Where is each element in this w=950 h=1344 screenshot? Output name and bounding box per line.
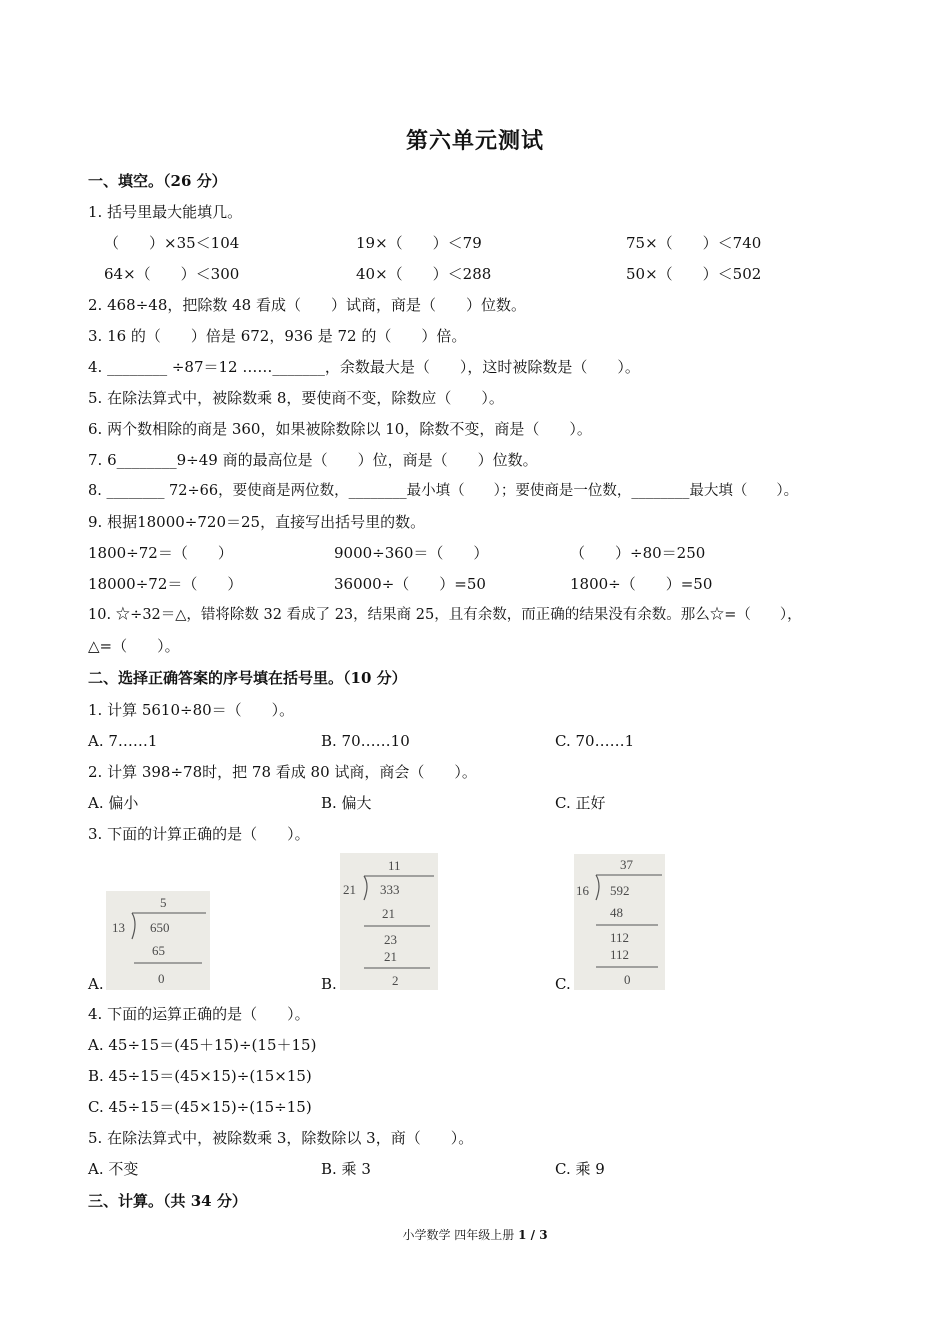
option-a: A. 7……1 xyxy=(88,732,158,750)
option-c: C. xyxy=(555,975,571,993)
quotient: 37 xyxy=(620,857,633,872)
option-b: B. 乘 3 xyxy=(321,1160,371,1178)
fill-item: 19×（ ）＜79 xyxy=(356,234,482,252)
long-division-image-a xyxy=(106,891,210,990)
question-1-4: 4. ________ ÷87＝12 ……_______，余数最大是（ ），这时被除数是（ ）。 xyxy=(88,358,640,376)
page-footer xyxy=(0,1226,950,1243)
partial-remainder: 112 xyxy=(610,930,630,945)
question-1-10: 10. ☆÷32＝△，错将除数 32 看成了 23，结果商 25，且有余数，而正确的结果没有余数。那么☆=（ ）， xyxy=(88,607,802,623)
fill-item: 64×（ ）＜300 xyxy=(104,265,240,283)
partial-product: 112 xyxy=(610,947,630,962)
question-2-1: 1. 计算 5610÷80＝（ ）。 xyxy=(88,701,295,719)
option-b: B. 偏大 xyxy=(321,794,372,812)
dividend: 650 xyxy=(150,920,170,935)
footer-subject: 小学数学 四年级上册 xyxy=(402,1228,515,1242)
question-2-3: 3. 下面的计算正确的是（ ）。 xyxy=(88,825,310,843)
question-1-1: 1. 括号里最大能填几。 xyxy=(88,203,243,221)
option-c: C. 乘 9 xyxy=(555,1160,605,1178)
dividend: 333 xyxy=(380,882,400,897)
partial-product: 48 xyxy=(610,905,623,920)
fill-item: 1800÷72＝（ ） xyxy=(88,544,233,562)
page-title: 第六单元测试 xyxy=(405,128,544,154)
fill-item: 9000÷360＝（ ） xyxy=(334,544,489,562)
quotient: 11 xyxy=(388,858,401,873)
page-number: 1 / 3 xyxy=(518,1228,548,1242)
option-a: A. xyxy=(88,975,104,993)
partial-product: 65 xyxy=(152,943,165,958)
quotient: 5 xyxy=(160,895,167,910)
partial-product: 21 xyxy=(384,949,397,964)
long-division-image-c xyxy=(574,854,665,990)
option-c: C. 正好 xyxy=(555,794,606,812)
question-1-8: 8. ________ 72÷66，要使商是两位数，________最小填（ ）；要使商是一位数，________最大填（ ）。 xyxy=(88,483,799,499)
section2-heading: 二、选择正确答案的序号填在括号里。（10 分） xyxy=(88,669,407,687)
question-1-2: 2. 468÷48，把除数 48 看成（ ）试商，商是（ ）位数。 xyxy=(88,296,526,314)
divisor: 16 xyxy=(576,883,589,898)
divisor: 13 xyxy=(112,920,125,935)
option-b: B. xyxy=(321,975,337,993)
question-1-6: 6. 两个数相除的商是 360，如果被除数除以 10，除数不变，商是（ ）。 xyxy=(88,420,592,438)
option-b: B. 70……10 xyxy=(321,732,410,750)
dividend: 592 xyxy=(610,883,630,898)
option-c: C. 70……1 xyxy=(555,732,635,750)
long-division-image-b xyxy=(340,853,438,990)
remainder: 0 xyxy=(158,971,165,986)
option-a: A. 不变 xyxy=(88,1160,139,1178)
question-1-3: 3. 16 的（ ）倍是 672，936 是 72 的（ ）倍。 xyxy=(88,327,467,345)
option-a: A. 45÷15＝(45＋15)÷(15＋15) xyxy=(88,1036,317,1054)
partial-product: 21 xyxy=(382,906,395,921)
fill-item: 75×（ ）＜740 xyxy=(626,234,762,252)
remainder: 0 xyxy=(624,972,631,987)
question-2-2: 2. 计算 398÷78时，把 78 看成 80 试商，商会（ ）。 xyxy=(88,763,477,781)
fill-item: （ ）÷80＝250 xyxy=(570,544,706,562)
question-2-5: 5. 在除法算式中，被除数乘 3，除数除以 3，商（ ）。 xyxy=(88,1129,474,1147)
option-b: B. 45÷15＝(45×15)÷(15×15) xyxy=(88,1067,312,1085)
question-2-4: 4. 下面的运算正确的是（ ）。 xyxy=(88,1005,310,1023)
section1-heading: 一、填空。（26 分） xyxy=(88,172,227,190)
section3-heading: 三、计算。（共 34 分） xyxy=(88,1192,247,1210)
partial-remainder: 23 xyxy=(384,932,397,947)
option-a: A. 偏小 xyxy=(88,794,139,812)
fill-item: 50×（ ）＜502 xyxy=(626,265,762,283)
question-1-7: 7. 6________9÷49 商的最高位是（ ）位，商是（ ）位数。 xyxy=(88,451,538,469)
question-1-9: 9. 根据18000÷720＝25，直接写出括号里的数。 xyxy=(88,513,426,531)
fill-item: 40×（ ）＜288 xyxy=(356,265,492,283)
question-1-5: 5. 在除法算式中，被除数乘 8，要使商不变，除数应（ ）。 xyxy=(88,389,504,407)
fill-item: （ ）×35＜104 xyxy=(104,234,240,252)
fill-item: 18000÷72＝（ ） xyxy=(88,575,243,593)
fill-item: 36000÷（ ）=50 xyxy=(334,575,486,593)
fill-item: 1800÷（ ）=50 xyxy=(570,575,713,593)
question-1-10-cont: △=（ ）。 xyxy=(88,637,180,655)
option-c: C. 45÷15＝(45×15)÷(15÷15) xyxy=(88,1098,312,1116)
remainder: 2 xyxy=(392,973,399,988)
divisor: 21 xyxy=(343,882,356,897)
